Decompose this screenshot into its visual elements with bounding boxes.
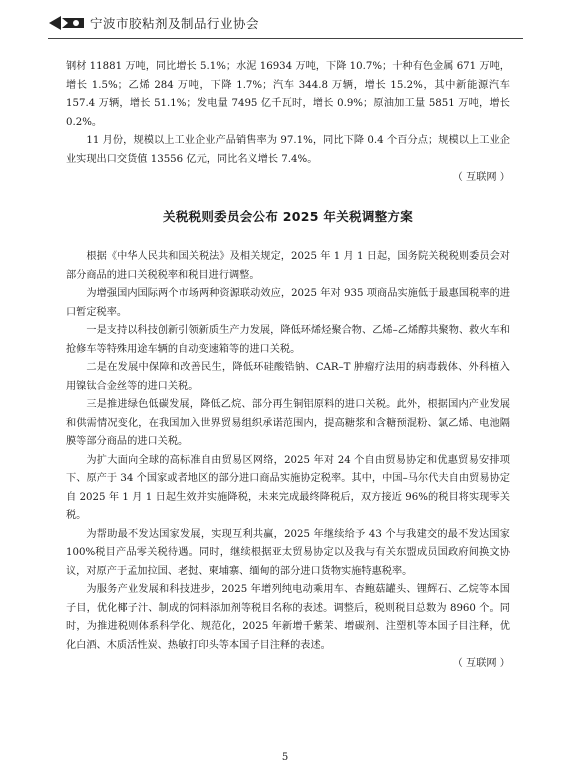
header-divider (48, 38, 523, 39)
association-logo-icon (48, 14, 86, 32)
source-credit: （ 互联网 ） (452, 172, 510, 183)
article-paragraph: 根据《中华人民共和国关税法》及相关规定，2025 年 1 月 1 日起，国务院关税税则委员会对部分商品的进口关税税率和税目进行调整。 (66, 251, 510, 281)
article-paragraph: 一是支持以科技创新引领新质生产力发展，降低环烯烃聚合物、乙烯–乙烯醇共聚物、救火车和抢修车等特殊用途车辆的自动变速箱等的进口关税。 (66, 325, 510, 355)
header-title: 宁波市胶粘剂及制品行业协会 (90, 16, 260, 31)
source-credit: （ 互联网 ） (452, 658, 510, 669)
article-title: 关税税则委员会公布 2025 年关税调整方案 (162, 208, 414, 224)
article-paragraph: 为扩大面向全球的高标准自由贸易区网络，2025 年对 24 个自由贸易协定和优惠贸易安排项下、原产于 34 个国家或者地区的部分进口商品实施协定税率。其中，中国–马尔代夫自由贸易协定自 2025 年 1 月 1 日起生效并实施降税，未来完成最终降税后，双方接近 96%的税目将实现零关税。 (66, 454, 510, 521)
article-paragraph: 二是在发展中保障和改善民生，降低环硅酸锆钠、CAR–T 肿瘤疗法用的病毒载体、外科植入用镍钛合金丝等的进口关税。 (66, 362, 510, 392)
article-paragraph: 为服务产业发展和科技进步，2025 年增列纯电动乘用车、杏鲍菇罐头、锂辉石、乙烷等本国子目，优化椰子汁、制成的饲料添加剂等税目名称的表述。调整后，税则税目总数为 8960 个。同时，为推进税则体系科学化、规范化，2025 年新增千紫茉、增碳剂、注塑机等本国子目注释，优化白酒、木质活性炭、热敏打印头等本国子目注释的表述。 (66, 584, 510, 651)
page-number: 5 (281, 752, 289, 763)
article-paragraph: 三是推进绿色低碳发展，降低乙烷、部分再生铜铝原料的进口关税。此外，根据国内产业发展和供需情况变化，在我国加入世界贸易组织承诺范围内，提高糖浆和含糖预混粉、氯乙烯、电池隔膜等部分商品的进口关税。 (66, 399, 510, 447)
article-paragraph: 为增强国内国际两个市场两种资源联动效应，2025 年对 935 项商品实施低于最惠国税率的进口暂定税率。 (66, 288, 510, 318)
intro-paragraph: 钢材 11881 万吨，同比增长 5.1%；水泥 16934 万吨，下降 10.7%；十种有色金属 671 万吨，增长 1.5%；乙烯 284 万吨，下降 1.7%；汽车 344.8 万辆，增长 15.2%，其中新能源汽车 157.4 万辆，增长 51.1%；发电量 7495 亿千瓦时，增长 0.9%；原油加工量 5851 万吨，增长 0.2%。 (66, 61, 510, 128)
page-header (48, 14, 548, 32)
article-paragraph: 为帮助最不发达国家发展，实现互利共赢，2025 年继续给予 43 个与我建交的最不发达国家 100%税目产品零关税待遇。同时，继续根据亚太贸易协定以及我与有关东盟成员国政府间换文协议，对原产于孟加拉国、老挝、柬埔寨、缅甸的部分进口货物实施特惠税率。 (66, 528, 510, 577)
page-content (66, 58, 510, 674)
intro-paragraph: 11 月份，规模以上工业企业产品销售率为 97.1%，同比下降 0.4 个百分点；规模以上工业企业实现出口交货值 13556 亿元，同比名义增长 7.4%。 (66, 135, 510, 165)
